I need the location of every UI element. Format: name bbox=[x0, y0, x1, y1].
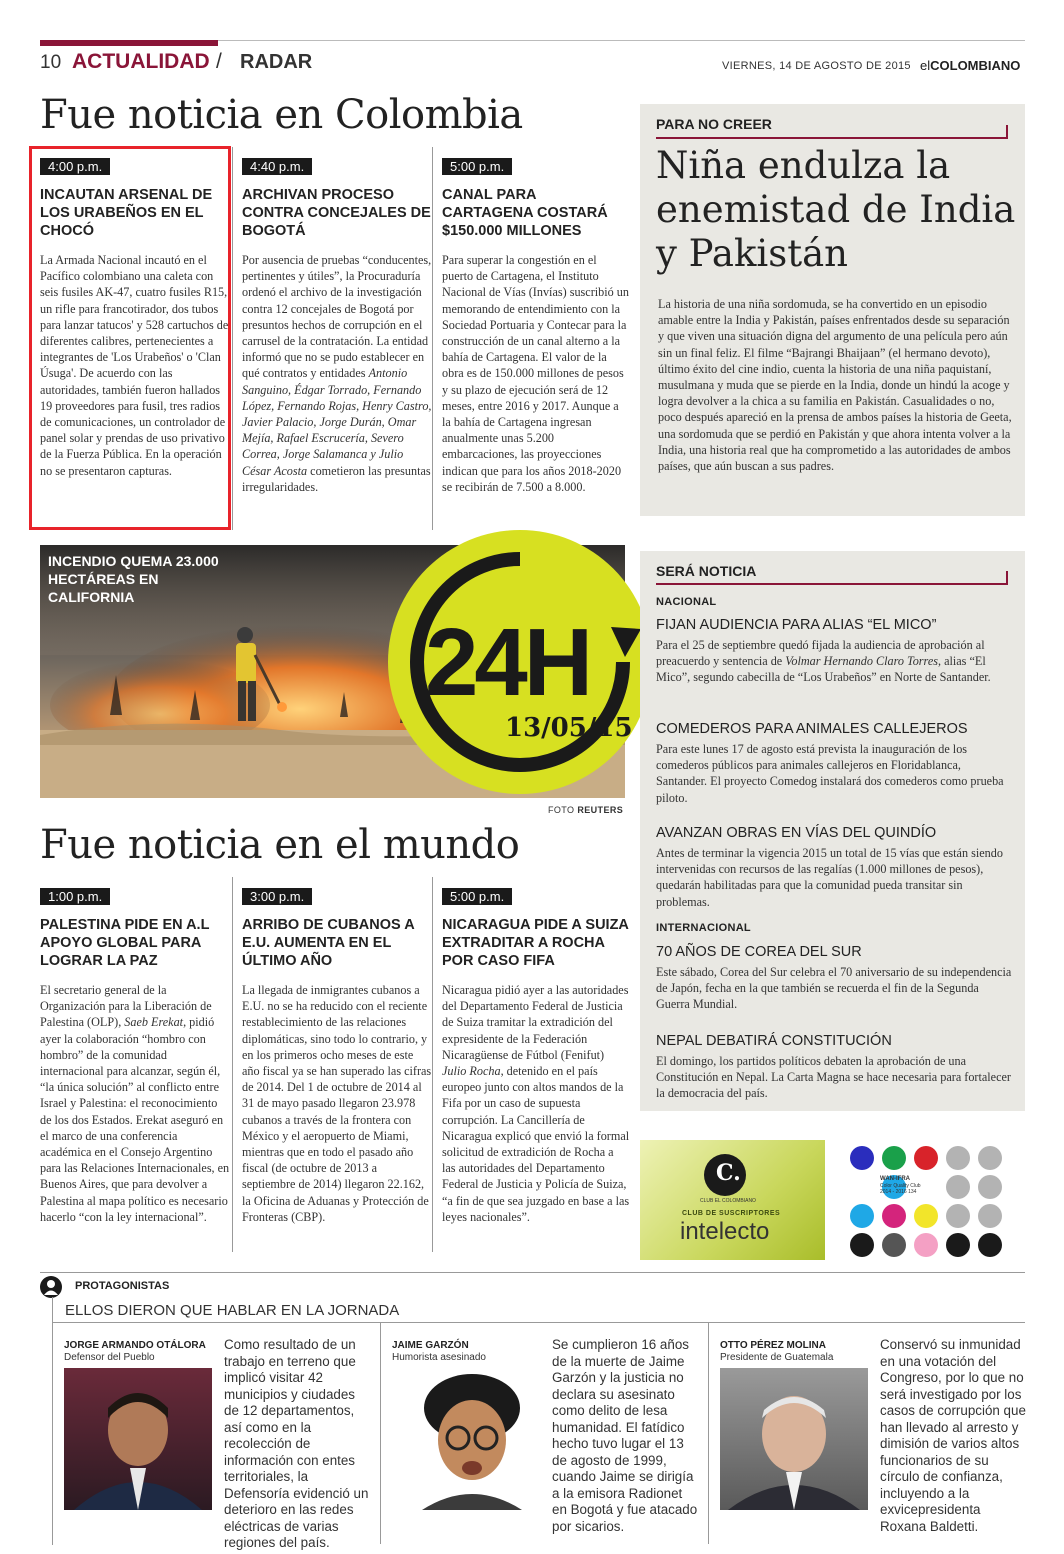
header-accent-bar bbox=[40, 40, 218, 46]
mundo-news-3 bbox=[432, 877, 630, 1252]
news-headline: CANAL PARA CARTAGENA COSTARÁ $150.000 MILLONES bbox=[442, 187, 608, 239]
person-icon bbox=[40, 1276, 62, 1298]
protagonist-text: Se cumplieron 16 años de la muerte de Jaime Garzón y la justicia no declara su asesinato como delito de lesa humanidad. El fatídico hecho tuvo lugar el 13 de agosto de 1999, cuando Jaime se dirigía a la emisora Radionet en Bogotá y fue atacado por sicarios. bbox=[552, 1337, 698, 1534]
color-quality-chart bbox=[848, 1144, 1024, 1259]
color-dot bbox=[882, 1233, 906, 1257]
portrait-perez-molina bbox=[720, 1368, 868, 1510]
news-headline: NICARAGUA PIDE A SUIZA EXTRADITAR A ROCHA POR CASO FIFA bbox=[442, 917, 629, 969]
para-no-creer-box bbox=[640, 104, 1025, 516]
news-body: El secretario general de la Organización para la Liberación de Palestina (OLP), Saeb Erekat, pidió ayer la colaboración “hombro con hombro” de la comunidad internacional para alcanzar, según él, “la única solución” al conflicto entre Israel y Palestina: el reconocimiento de los dos Estados. Erekat aseguró en el marco de una conferencia académica en el Consejo Argentino para las Relaciones Internacionales, en Buenos Aires, que para devolver a Palestina al mapa político es necesario hacerlo “con la ley internacional”. bbox=[40, 983, 230, 1224]
subsection-name: RADAR bbox=[240, 51, 313, 73]
color-dot bbox=[978, 1233, 1002, 1257]
color-dot bbox=[882, 1204, 906, 1228]
nacional-label: NACIONAL bbox=[656, 596, 717, 608]
color-dot bbox=[914, 1204, 938, 1228]
protagonistas-label: PROTAGONISTAS bbox=[75, 1280, 170, 1292]
color-dot bbox=[978, 1175, 1002, 1199]
color-dot bbox=[946, 1175, 970, 1199]
news-time: 1:00 p.m. bbox=[40, 888, 110, 905]
news-time: 4:00 p.m. bbox=[40, 158, 110, 175]
label-rule-end bbox=[1006, 571, 1008, 585]
club-intelecto-ad[interactable] bbox=[640, 1140, 825, 1260]
color-dot bbox=[978, 1204, 1002, 1228]
news-body: Para superar la congestión en el puerto de Cartagena, el Instituto Nacional de Vías (Invías) suscribió un memorando de entendimiento con la Sociedad Portuaria y Contecar para la construcción de un canal alterno a la bahía de Cartagena. El valor de la obra es de 150.000 millones de pesos y su plazo de ejecución será de 12 meses, entre 2016 y 2017. Aunque a la bahía de Cartagena ingresan anualmente unas 5.200 embarcaciones, las proyecciones indican que para los años 2018-2020 se recibirán de 7.500 a 8.000. bbox=[442, 253, 629, 494]
portrait-otalora bbox=[64, 1368, 212, 1510]
section-slash: / bbox=[216, 50, 222, 73]
news-headline: ARCHIVAN PROCESO CONTRA CONCEJALES DE BOGOTÁ bbox=[242, 187, 431, 239]
colombia-title: Fue noticia en Colombia bbox=[40, 92, 523, 138]
page-number: 10 bbox=[40, 52, 62, 73]
sera-item-body: Para el 25 de septiembre quedó fijada la audiencia de aprobación al preacuerdo y sentencia de Volmar Hernando Claro Torres, alias “El Mico”, segundo cabecilla de “Los Urabeños” en Norte de Santander. bbox=[656, 638, 991, 685]
internacional-label: INTERNACIONAL bbox=[656, 922, 751, 934]
sera-item-title: FIJAN AUDIENCIA PARA ALIAS “EL MICO” bbox=[656, 617, 937, 633]
club-name: intelecto bbox=[680, 1218, 770, 1245]
color-dot bbox=[946, 1146, 970, 1170]
color-dot bbox=[946, 1204, 970, 1228]
color-club-line-1: Color Quality Club bbox=[880, 1183, 921, 1189]
protagonist-role: Defensor del Pueblo bbox=[64, 1352, 155, 1363]
color-dot bbox=[850, 1204, 874, 1228]
news-body: Por ausencia de pruebas “conducentes, pertinentes y útiles”, la Procuraduría ordenó el archivo de la investigación contra 12 concejales de Bogotá por presuntos hechos de corrupción en el carrusel de la contratación. La entidad informó que no se pudo establecer en qué contratos y entidades Antonio Sanguino, Édgar Torrado, Fernando López, Fernando Rojas, Henry Castro, Javier Palacio, Jorge Durán, Omar Mejía, Rafael Escrucería, Severo Correa, Jorge Salamanca y Julio César Acosta cometieron las presuntas irregularidades. bbox=[242, 253, 432, 494]
news-headline: ARRIBO DE CUBANOS A E.U. AUMENTA EN EL ÚLTIMO AÑO bbox=[242, 917, 415, 969]
news-headline: PALESTINA PIDE EN A.L APOYO GLOBAL PARA LOGRAR LA PAZ bbox=[40, 917, 210, 969]
news-time: 4:40 p.m. bbox=[242, 158, 312, 175]
protagonistas-sub-rule bbox=[52, 1322, 1025, 1323]
protagonist-name: JORGE ARMANDO OTÁLORA bbox=[64, 1340, 206, 1351]
news-body: La Armada Nacional incautó en el Pacífico colombiano una caleta con seis fusiles AK-47, cuatro fusiles R15, un rifle para francotirador, dos tubos para lanzar tatucos' y 528 cartuchos de diferentes calibres, pertenecientes a integrantes de 'Los Urabeños' o 'Clan Úsuga'. De acuerdo con las autoridades, también fueron hallados 19 proveedores para fusil, tres radios de comunicaciones, un controlador de panel solar y prendas de uso privativo de la Fuerza Pública. En la operación no se presentaron capturas. bbox=[40, 253, 229, 478]
para-no-creer-body: La historia de una niña sordomuda, se ha convertido en un episodio amable entre la India y Pakistán, países enfrentados desde su separación y que viven una situación digna del argumento de una película pero aún sin un final feliz. El filme “Bajrangi Bhaijaan” (el hermano devoto), último éxito del cine indio, cuenta la historia de una niña paquistaní, musulmana y muda que se pierde en la India, donde un hindú la acoge y logra devolver a la chica a su familia en Pakistán. Casualidades o no, poco después apareció en la prensa de ambos países la historia de Geeta, una sordomuda que se perdió en Pakistán y que ahora intenta volver a la India, una historia real que ha comprometido a las autoridades de ambos países, que aún buscan a sus padres. bbox=[658, 297, 1012, 474]
news-body: Nicaragua pidió ayer a las autoridades del Departamento Federal de Justicia de Suiza tramitar la extradición del expresidente de la Federación Nicaragüense de Fútbol (Fenifut) Julio Rocha, detenido en el país europeo junto con altos mandos de la Fifa por un caso de supuesta corrupción. La Cancillería de Nicaragua explicó que envió la formal solicitud de extradición de Rocha a las autoridades del Departamento Federal de Justicia y Policía de Suiza, “a fin de que sea juzgado en base a las leyes nacionales”. bbox=[442, 983, 630, 1224]
sera-item-title: AVANZAN OBRAS EN VÍAS DEL QUINDÍO bbox=[656, 825, 937, 841]
protagonist-divider bbox=[708, 1322, 709, 1544]
protagonist-name: OTTO PÉREZ MOLINA bbox=[720, 1340, 826, 1351]
protagonist-divider bbox=[380, 1322, 381, 1544]
news-body: La llegada de inmigrantes cubanos a E.U. no se ha reducido con el reciente restablecimiento de las relaciones diplomáticas, sino todo lo contrario, y en los primeros ocho meses de este año fiscal ya se han superado las cifras de 2014. Del 1 de octubre de 2014 al 31 de mayo pasado llegaron 23.978 cubanos a través de la frontera con México y el aeropuerto de Miami, mientras que en todo el pasado año fiscal (de octubre de 2013 a septiembre de 2014) llegaron 22.162, la Oficina de Aduanas y Protección de Fronteras (CBP). bbox=[242, 983, 432, 1224]
color-dot bbox=[882, 1146, 906, 1170]
sera-item-title: 70 AÑOS DE COREA DEL SUR bbox=[656, 944, 862, 960]
protagonistas-subtitle: ELLOS DIERON QUE HABLAR EN LA JORNADA bbox=[65, 1302, 400, 1319]
waniifra-label: WAN-IFRA bbox=[880, 1176, 910, 1182]
mundo-news-1 bbox=[40, 888, 230, 1225]
24h-logo bbox=[385, 527, 655, 797]
protagonistas-top-rule bbox=[40, 1272, 1025, 1273]
color-dot bbox=[850, 1233, 874, 1257]
news-headline: INCAUTAN ARSENAL DE LOS URABEÑOS EN EL CHOCÓ bbox=[40, 187, 213, 239]
mundo-title: Fue noticia en el mundo bbox=[40, 822, 520, 868]
section-name: ACTUALIDAD bbox=[72, 50, 210, 73]
color-dot bbox=[914, 1233, 938, 1257]
protagonist-text: Como resultado de un trabajo en terreno que implicó visitar 42 municipios y ciudades de 12 departamentos, así como en la recolección de información con entes territoriales, la Defensoría evidenció un deterioro en las redes eléctricas de varias regiones del país. bbox=[224, 1337, 369, 1550]
mundo-news-2 bbox=[232, 877, 432, 1252]
color-dot bbox=[978, 1146, 1002, 1170]
brand-prefix: el bbox=[920, 58, 931, 73]
colombia-news-3 bbox=[432, 147, 630, 530]
sera-item-body: Para este lunes 17 de agosto está prevista la inauguración de los comederos públicos para animales callejeros en Floridablanca, Santander. El proyecto Comedog instalará dos comederos como prueba piloto. bbox=[656, 742, 1004, 805]
protagonist-name: JAIME GARZÓN bbox=[392, 1340, 469, 1351]
sera-item-title: NEPAL DEBATIRÁ CONSTITUCIÓN bbox=[656, 1033, 892, 1049]
sera-item-title: COMEDEROS PARA ANIMALES CALLEJEROS bbox=[656, 721, 968, 737]
highlight-box bbox=[29, 146, 231, 530]
sera-item-body: Este sábado, Corea del Sur celebra el 70 aniversario de su independencia de Japón, fecha en la que también se recuerda el fin de la Segunda Guerra Mundial. bbox=[656, 965, 1012, 1012]
label-rule bbox=[656, 137, 1008, 139]
protagonist-role: Presidente de Guatemala bbox=[720, 1352, 834, 1363]
photo-caption: INCENDIO QUEMA 23.000 HECTÁREAS EN CALIFORNIA bbox=[48, 553, 219, 605]
photo-credit: FOTO REUTERS bbox=[548, 805, 624, 815]
brand-name: COLOMBIANO bbox=[930, 58, 1021, 73]
portrait-garzon bbox=[392, 1368, 540, 1510]
color-dot bbox=[914, 1146, 938, 1170]
club-logo-small: CLUB EL COLOMBIANO bbox=[700, 1198, 756, 1204]
colombia-news-2 bbox=[232, 147, 432, 530]
label-rule bbox=[656, 583, 1008, 585]
sera-noticia-label: SERÁ NOTICIA bbox=[656, 563, 757, 579]
para-no-creer-label: PARA NO CREER bbox=[656, 116, 772, 132]
color-club-line-2: 2014 - 2016 134 bbox=[880, 1189, 917, 1195]
dateline: VIERNES, 14 DE AGOSTO DE 2015 bbox=[722, 60, 911, 72]
sera-item-body: El domingo, los partidos políticos debaten la aprobación de una Constitución en Nepal. La Carta Magna se hace necesaria para fortalecer la democracia del país. bbox=[656, 1054, 1011, 1101]
news-time: 5:00 p.m. bbox=[442, 888, 512, 905]
protagonist-text: Conservó su inmunidad en una votación del Congreso, por lo que no será investigado por los casos de corrupción que han llevado al arresto y dimisión de varios altos funcionarios de su círculo de confianza, incluyendo a la exvicepresidenta Roxana Baldetti. bbox=[880, 1337, 1026, 1534]
label-rule-end bbox=[1006, 125, 1008, 139]
color-dot bbox=[946, 1233, 970, 1257]
brand-logo bbox=[920, 58, 1020, 73]
sera-item-body: Antes de terminar la vigencia 2015 un total de 15 vías que están siendo intervenidas con recursos de las regalías (1.000 millones de pesos), quedarán habilitadas para que la comunidad pueda transitar sin problemas. bbox=[656, 846, 1003, 909]
protagonistas-left-rule bbox=[52, 1297, 53, 1545]
para-no-creer-headline: Niña endulza la enemistad de India y Pakistán bbox=[656, 144, 1016, 275]
protagonist-role: Humorista asesinado bbox=[392, 1352, 486, 1363]
news-time: 5:00 p.m. bbox=[442, 158, 512, 175]
color-dot bbox=[850, 1146, 874, 1170]
news-time: 3:00 p.m. bbox=[242, 888, 312, 905]
24h-logo-date: 13/05/15 bbox=[505, 713, 633, 743]
club-line: CLUB DE SUSCRIPTORES bbox=[682, 1210, 781, 1217]
24h-logo-text: 24H bbox=[425, 609, 590, 716]
sera-noticia-box bbox=[640, 551, 1025, 1111]
club-logo-letter: C. bbox=[716, 1160, 741, 1186]
